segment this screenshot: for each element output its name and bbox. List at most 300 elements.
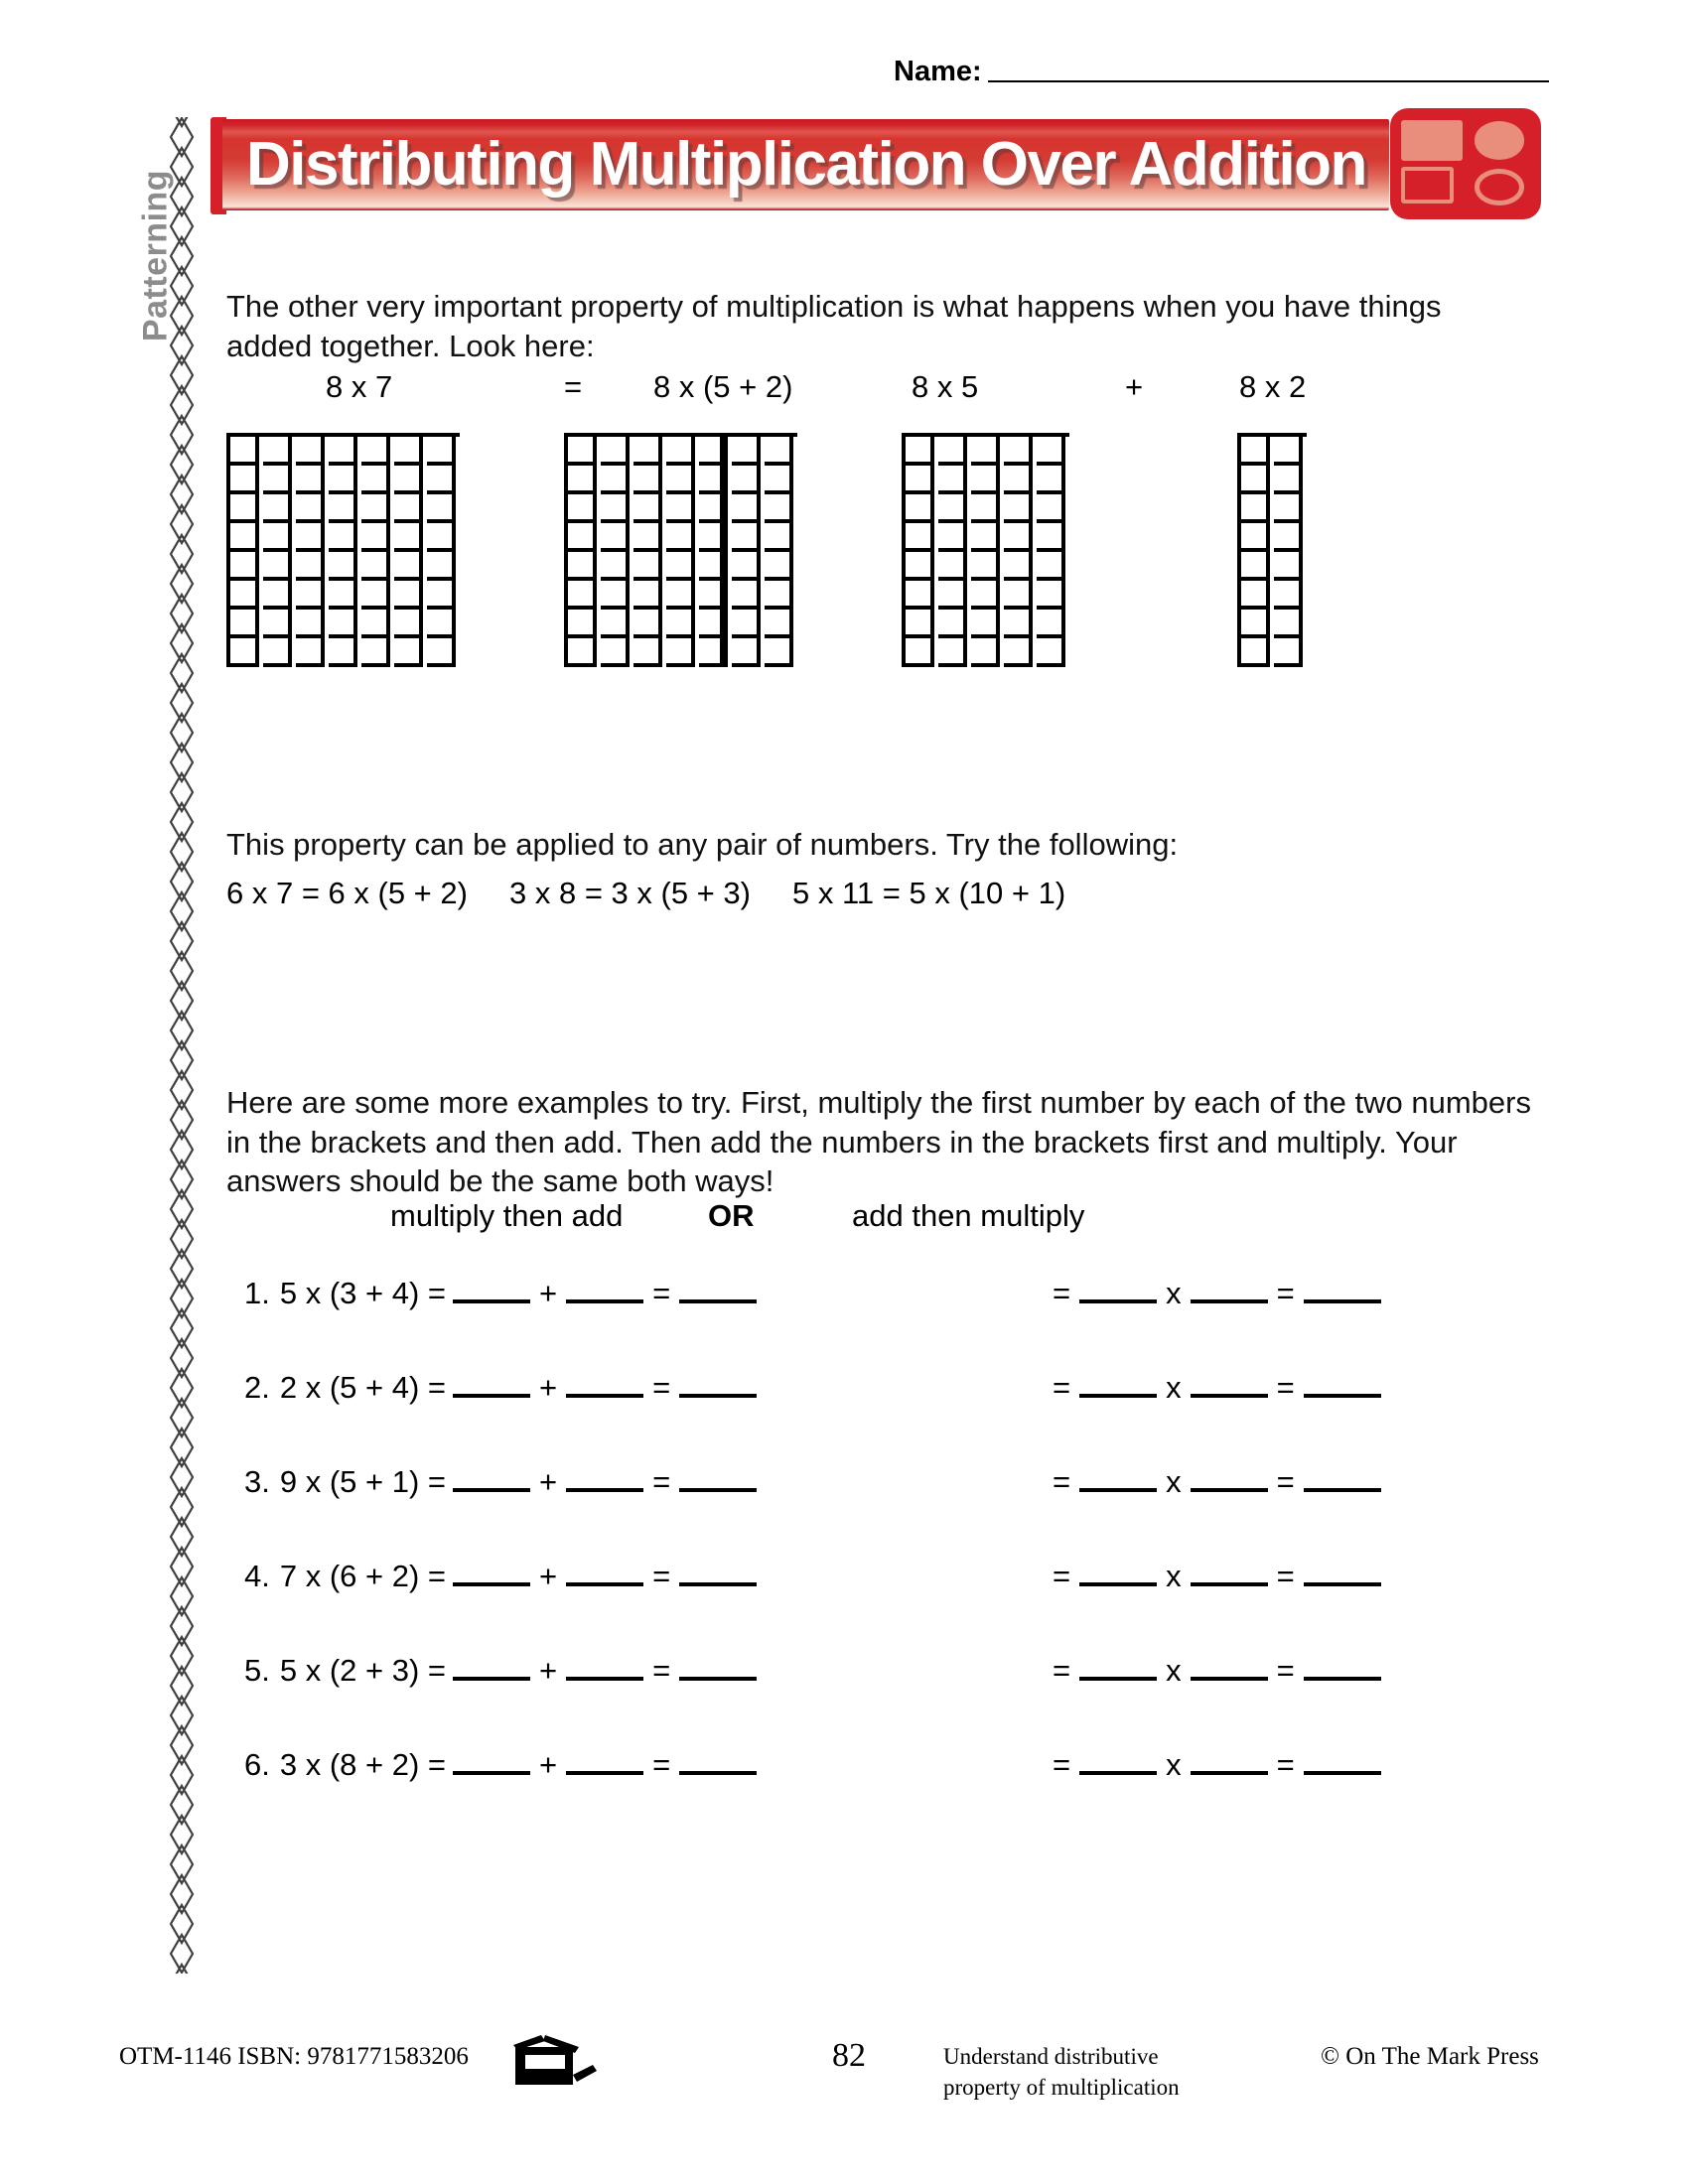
grid-cell bbox=[971, 552, 1000, 581]
problem-multiply-then-add bbox=[244, 1276, 764, 1311]
equals-operator: = bbox=[1053, 1747, 1071, 1782]
grid-cell bbox=[263, 610, 292, 638]
grid-cell bbox=[666, 610, 695, 638]
grid-cell bbox=[1004, 610, 1033, 638]
problem-expression: 3 x (8 + 2) = bbox=[279, 1747, 446, 1782]
grid-cell bbox=[906, 610, 934, 638]
grid-cell bbox=[1037, 523, 1065, 552]
problem-expression: 5 x (2 + 3) = bbox=[279, 1653, 446, 1688]
grid-cell bbox=[329, 466, 357, 494]
grid-cell bbox=[296, 437, 325, 466]
grid-cell bbox=[361, 437, 390, 466]
grid-cell bbox=[732, 581, 761, 610]
grid-cell bbox=[329, 437, 357, 466]
grid-cell bbox=[765, 466, 793, 494]
times-operator: x bbox=[1166, 1559, 1182, 1593]
problem-multiply-then-add bbox=[244, 1747, 764, 1783]
grid-cell bbox=[427, 610, 456, 638]
grid-cell bbox=[296, 552, 325, 581]
instructions-paragraph: Here are some more examples to try. First, multiply the first number by each of the two numbers in the brackets and then add. Then add the numbers in the brackets first and multiply. Your answers should be the same both ways! bbox=[226, 1085, 1531, 1199]
answer-blank[interactable] bbox=[679, 1655, 757, 1681]
problem-row bbox=[226, 1559, 1547, 1653]
problem-expression: 7 x (6 + 2) = bbox=[279, 1559, 446, 1593]
times-operator: x bbox=[1166, 1276, 1182, 1310]
answer-blank[interactable] bbox=[1304, 1372, 1381, 1398]
apply-paragraph: This property can be applied to any pair of numbers. Try the following: bbox=[226, 827, 1179, 862]
grid-cell bbox=[263, 494, 292, 523]
problem-row bbox=[226, 1747, 1547, 1842]
grid-cell bbox=[1241, 466, 1270, 494]
grid-cell bbox=[329, 638, 357, 667]
grid-cell bbox=[568, 610, 597, 638]
answer-blank[interactable] bbox=[1191, 1372, 1268, 1398]
problem-row bbox=[226, 1464, 1547, 1559]
grid-cell bbox=[971, 437, 1000, 466]
answer-blank[interactable] bbox=[1191, 1466, 1268, 1492]
answer-blank[interactable] bbox=[566, 1372, 643, 1398]
grid-cell bbox=[296, 581, 325, 610]
grid-cell bbox=[361, 466, 390, 494]
grid-cell bbox=[699, 523, 728, 552]
model-expression: + bbox=[1125, 369, 1144, 404]
grid-cell bbox=[1037, 494, 1065, 523]
plus-operator: + bbox=[539, 1653, 558, 1688]
problem-add-then-multiply bbox=[1051, 1747, 1388, 1783]
footer-copyright: © On The Mark Press bbox=[1321, 2043, 1539, 2070]
grid-cell bbox=[633, 638, 662, 667]
column-header: add then multiply bbox=[852, 1198, 1085, 1233]
answer-blank[interactable] bbox=[1191, 1278, 1268, 1303]
grid-cell bbox=[361, 552, 390, 581]
grid-cell bbox=[1004, 523, 1033, 552]
grid-cell bbox=[1241, 494, 1270, 523]
grid-cell bbox=[971, 523, 1000, 552]
grid-cell bbox=[971, 638, 1000, 667]
grid-cell bbox=[601, 610, 630, 638]
grid-cell bbox=[1241, 552, 1270, 581]
grid-cell bbox=[230, 552, 259, 581]
filled-square-icon bbox=[1401, 120, 1463, 161]
grid-cell bbox=[296, 466, 325, 494]
grid-cell bbox=[971, 581, 1000, 610]
grid-cell bbox=[263, 638, 292, 667]
grid-cell bbox=[361, 581, 390, 610]
answer-blank[interactable] bbox=[1304, 1466, 1381, 1492]
grid-cell bbox=[1004, 552, 1033, 581]
grid-cell bbox=[1004, 638, 1033, 667]
answer-blank[interactable] bbox=[1304, 1561, 1381, 1586]
plus-operator: + bbox=[539, 1464, 558, 1499]
plus-operator: + bbox=[539, 1276, 558, 1310]
grid-cell bbox=[765, 581, 793, 610]
grid-cell bbox=[230, 523, 259, 552]
answer-blank[interactable] bbox=[566, 1278, 643, 1303]
grid-cell bbox=[1274, 638, 1303, 667]
equals-operator: = bbox=[652, 1653, 671, 1688]
answer-blank[interactable] bbox=[1304, 1655, 1381, 1681]
grid-cell bbox=[732, 437, 761, 466]
grid-cell bbox=[329, 610, 357, 638]
grid-cell bbox=[666, 581, 695, 610]
equals-operator: = bbox=[652, 1464, 671, 1499]
answer-blank[interactable] bbox=[453, 1372, 530, 1398]
try-equation: 5 x 11 = 5 x (10 + 1) bbox=[792, 876, 1066, 910]
grid-cell bbox=[1037, 437, 1065, 466]
grid-cell bbox=[699, 638, 728, 667]
grid-cell bbox=[765, 552, 793, 581]
column-headers bbox=[226, 1198, 1547, 1238]
answer-blank[interactable] bbox=[566, 1749, 643, 1775]
grid-cell bbox=[938, 437, 967, 466]
answer-blank[interactable] bbox=[1079, 1655, 1157, 1681]
grid-cell bbox=[732, 610, 761, 638]
equals-operator: = bbox=[652, 1747, 671, 1782]
grid-cell bbox=[568, 523, 597, 552]
grid-cell bbox=[1241, 523, 1270, 552]
grid-cell bbox=[427, 581, 456, 610]
array-grid bbox=[226, 433, 460, 667]
grid-cell bbox=[1241, 610, 1270, 638]
name-label: Name: bbox=[894, 56, 982, 87]
grid-cell bbox=[938, 494, 967, 523]
grid-cell bbox=[633, 437, 662, 466]
problem-add-then-multiply bbox=[1051, 1559, 1388, 1594]
name-field-row bbox=[894, 58, 1549, 86]
grid-cell bbox=[230, 494, 259, 523]
equals-operator: = bbox=[1053, 1559, 1071, 1593]
answer-blank[interactable] bbox=[1191, 1561, 1268, 1586]
grid-cell bbox=[938, 581, 967, 610]
grid-cell bbox=[699, 610, 728, 638]
grid-cell bbox=[427, 466, 456, 494]
grid-cell bbox=[906, 552, 934, 581]
grid-cell bbox=[1274, 552, 1303, 581]
grid-cell bbox=[765, 523, 793, 552]
equals-operator: = bbox=[652, 1370, 671, 1405]
grid-cell bbox=[263, 552, 292, 581]
array-grid bbox=[1237, 433, 1307, 667]
grid-cell bbox=[394, 638, 423, 667]
grid-cell bbox=[394, 552, 423, 581]
answer-blank[interactable] bbox=[453, 1655, 530, 1681]
grid-cell bbox=[394, 466, 423, 494]
grid-cell bbox=[329, 523, 357, 552]
answer-blank[interactable] bbox=[453, 1466, 530, 1492]
grid-cell bbox=[906, 466, 934, 494]
plus-operator: + bbox=[539, 1747, 558, 1782]
title-banner bbox=[211, 117, 1541, 214]
grid-cell bbox=[1274, 466, 1303, 494]
model-expression: 8 x 2 bbox=[1239, 369, 1307, 404]
grid-cell bbox=[1004, 437, 1033, 466]
grid-cell bbox=[427, 638, 456, 667]
grid-cell bbox=[938, 466, 967, 494]
page-title: Distributing Multiplication Over Addition bbox=[246, 130, 1366, 200]
problem-number: 2. bbox=[244, 1370, 270, 1405]
problem-multiply-then-add bbox=[244, 1370, 764, 1406]
equals-operator: = bbox=[1276, 1747, 1295, 1782]
answer-blank[interactable] bbox=[679, 1278, 757, 1303]
column-header: multiply then add bbox=[390, 1198, 624, 1233]
grid-cell bbox=[699, 466, 728, 494]
grid-cell bbox=[906, 494, 934, 523]
grid-cell bbox=[633, 610, 662, 638]
column-header: OR bbox=[708, 1198, 755, 1233]
grid-cell bbox=[329, 494, 357, 523]
grid-cell bbox=[732, 638, 761, 667]
grid-cell bbox=[427, 437, 456, 466]
grid-cell bbox=[230, 581, 259, 610]
grid-cell bbox=[394, 494, 423, 523]
grid-cell bbox=[601, 638, 630, 667]
problem-number: 5. bbox=[244, 1653, 270, 1688]
intro-paragraph: The other very important property of multiplication is what happens when you have things added together. Look here: bbox=[226, 289, 1442, 363]
model-expression-row bbox=[226, 369, 1547, 411]
problem-add-then-multiply bbox=[1051, 1370, 1388, 1406]
grid-cell bbox=[263, 523, 292, 552]
problem-number: 6. bbox=[244, 1747, 270, 1782]
outline-square-icon bbox=[1401, 167, 1454, 204]
answer-blank[interactable] bbox=[1304, 1749, 1381, 1775]
page-footer bbox=[0, 2021, 1688, 2130]
answer-blank[interactable] bbox=[1079, 1278, 1157, 1303]
answer-blank[interactable] bbox=[566, 1561, 643, 1586]
grid-cell bbox=[394, 581, 423, 610]
footer-page-number: 82 bbox=[832, 2037, 866, 2074]
grid-cell bbox=[361, 523, 390, 552]
grid-cell bbox=[1241, 581, 1270, 610]
grid-cell bbox=[1004, 581, 1033, 610]
grid-cell bbox=[765, 638, 793, 667]
grid-cell bbox=[601, 581, 630, 610]
problem-add-then-multiply bbox=[1051, 1276, 1388, 1311]
grid-cell bbox=[329, 581, 357, 610]
grid-cell bbox=[263, 581, 292, 610]
category-label: Patterning bbox=[136, 169, 175, 342]
equals-operator: = bbox=[1053, 1276, 1071, 1310]
grid-cell bbox=[296, 638, 325, 667]
equals-operator: = bbox=[1276, 1370, 1295, 1405]
grid-cell bbox=[666, 437, 695, 466]
equals-operator: = bbox=[1053, 1464, 1071, 1499]
grid-cell bbox=[568, 638, 597, 667]
footer-objective: Understand distributive property of multiplication bbox=[943, 2044, 1180, 2101]
grid-cell bbox=[361, 494, 390, 523]
grid-cell bbox=[394, 437, 423, 466]
grid-cell bbox=[1037, 466, 1065, 494]
model-expression: 8 x 5 bbox=[912, 369, 979, 404]
grid-cell bbox=[666, 638, 695, 667]
grid-cell bbox=[1274, 494, 1303, 523]
problem-number: 1. bbox=[244, 1276, 270, 1310]
grid-cell bbox=[971, 466, 1000, 494]
grid-cell bbox=[938, 523, 967, 552]
grid-cell bbox=[1037, 581, 1065, 610]
grid-cell bbox=[230, 610, 259, 638]
grid-cell bbox=[263, 437, 292, 466]
grid-cell bbox=[633, 552, 662, 581]
grid-cell bbox=[1004, 466, 1033, 494]
answer-blank[interactable] bbox=[453, 1561, 530, 1586]
answer-blank[interactable] bbox=[1079, 1466, 1157, 1492]
grid-cell bbox=[732, 523, 761, 552]
grid-cell bbox=[971, 610, 1000, 638]
grid-cell bbox=[699, 581, 728, 610]
grid-cell bbox=[1274, 581, 1303, 610]
equals-operator: = bbox=[1053, 1370, 1071, 1405]
grid-cell bbox=[699, 437, 728, 466]
grid-cell bbox=[568, 581, 597, 610]
answer-blank[interactable] bbox=[453, 1278, 530, 1303]
grid-cell bbox=[329, 552, 357, 581]
answer-blank[interactable] bbox=[453, 1749, 530, 1775]
grid-cell bbox=[601, 523, 630, 552]
answer-blank[interactable] bbox=[1304, 1278, 1381, 1303]
grid-cell bbox=[1274, 610, 1303, 638]
grid-cell bbox=[568, 552, 597, 581]
grid-cell bbox=[361, 638, 390, 667]
grid-cell bbox=[938, 638, 967, 667]
answer-blank[interactable] bbox=[566, 1466, 643, 1492]
times-operator: x bbox=[1166, 1747, 1182, 1782]
grid-cell bbox=[296, 610, 325, 638]
grid-cell bbox=[1241, 638, 1270, 667]
grid-cell bbox=[906, 523, 934, 552]
grid-cell bbox=[938, 610, 967, 638]
grid-cell bbox=[296, 494, 325, 523]
equals-operator: = bbox=[1276, 1653, 1295, 1688]
grid-cell bbox=[427, 523, 456, 552]
equals-operator: = bbox=[1053, 1653, 1071, 1688]
array-grid bbox=[902, 433, 1069, 667]
grid-cell bbox=[1037, 638, 1065, 667]
grid-cell bbox=[427, 552, 456, 581]
grid-cell bbox=[732, 552, 761, 581]
answer-blank[interactable] bbox=[1079, 1749, 1157, 1775]
problem-row bbox=[226, 1370, 1547, 1464]
model-expression: 8 x (5 + 2) bbox=[653, 369, 793, 404]
grid-cell bbox=[1037, 610, 1065, 638]
grid-cell bbox=[765, 494, 793, 523]
problem-multiply-then-add bbox=[244, 1559, 764, 1594]
answer-blank[interactable] bbox=[566, 1655, 643, 1681]
diamond-chain-decoration bbox=[167, 117, 197, 1974]
answer-blank[interactable] bbox=[1079, 1561, 1157, 1586]
grid-cell bbox=[732, 494, 761, 523]
problem-expression: 5 x (3 + 4) = bbox=[279, 1276, 446, 1310]
try-equation: 6 x 7 = 6 x (5 + 2) bbox=[226, 876, 468, 910]
grid-cell bbox=[666, 523, 695, 552]
outline-circle-icon bbox=[1475, 169, 1525, 206]
grid-cell bbox=[394, 610, 423, 638]
grid-cell bbox=[427, 494, 456, 523]
grid-cell bbox=[230, 466, 259, 494]
problem-add-then-multiply bbox=[1051, 1464, 1388, 1500]
times-operator: x bbox=[1166, 1370, 1182, 1405]
grid-cell bbox=[361, 610, 390, 638]
grid-cell bbox=[633, 523, 662, 552]
grid-cell bbox=[230, 638, 259, 667]
grid-cell bbox=[568, 466, 597, 494]
problem-row bbox=[226, 1653, 1547, 1747]
grid-cell bbox=[666, 494, 695, 523]
plus-operator: + bbox=[539, 1370, 558, 1405]
name-input-line[interactable] bbox=[988, 80, 1549, 82]
answer-blank[interactable] bbox=[679, 1749, 757, 1775]
answer-blank[interactable] bbox=[679, 1466, 757, 1492]
grid-cell bbox=[1274, 523, 1303, 552]
grid-cell bbox=[938, 552, 967, 581]
grid-cell bbox=[732, 466, 761, 494]
grid-cell bbox=[296, 523, 325, 552]
grid-cell bbox=[666, 552, 695, 581]
times-operator: x bbox=[1166, 1653, 1182, 1688]
grid-cell bbox=[699, 552, 728, 581]
answer-blank[interactable] bbox=[679, 1372, 757, 1398]
problem-number: 3. bbox=[244, 1464, 270, 1499]
problem-expression: 2 x (5 + 4) = bbox=[279, 1370, 446, 1405]
grid-cell bbox=[263, 466, 292, 494]
grid-cell bbox=[906, 437, 934, 466]
answer-blank[interactable] bbox=[1191, 1749, 1268, 1775]
problem-expression: 9 x (5 + 1) = bbox=[279, 1464, 446, 1499]
footer-isbn-code: OTM-1146 ISBN: 9781771583206 bbox=[119, 2043, 469, 2070]
array-grid bbox=[564, 433, 797, 667]
grid-cell bbox=[568, 437, 597, 466]
grid-cell bbox=[1004, 494, 1033, 523]
grid-cell bbox=[971, 494, 1000, 523]
grid-cell bbox=[765, 437, 793, 466]
grid-cell bbox=[699, 494, 728, 523]
model-expression: = bbox=[564, 369, 583, 404]
problem-row bbox=[226, 1276, 1547, 1370]
grid-cell bbox=[601, 494, 630, 523]
grid-cell bbox=[1274, 437, 1303, 466]
open-book-icon bbox=[501, 2031, 601, 2101]
problem-list bbox=[226, 1276, 1547, 1842]
grid-cell bbox=[1241, 437, 1270, 466]
equals-operator: = bbox=[652, 1276, 671, 1310]
filled-circle-icon bbox=[1475, 121, 1525, 160]
grid-cell bbox=[633, 581, 662, 610]
problem-add-then-multiply bbox=[1051, 1653, 1388, 1689]
answer-blank[interactable] bbox=[1191, 1655, 1268, 1681]
problem-multiply-then-add bbox=[244, 1653, 764, 1689]
try-equation: 3 x 8 = 3 x (5 + 3) bbox=[509, 876, 751, 910]
grid-cell bbox=[906, 638, 934, 667]
times-operator: x bbox=[1166, 1464, 1182, 1499]
problem-multiply-then-add bbox=[244, 1464, 764, 1500]
grid-cell bbox=[633, 494, 662, 523]
model-expression: 8 x 7 bbox=[326, 369, 393, 404]
left-side-strip bbox=[131, 117, 203, 1974]
grid-cell bbox=[230, 437, 259, 466]
equals-operator: = bbox=[652, 1559, 671, 1593]
grid-cell bbox=[906, 581, 934, 610]
answer-blank[interactable] bbox=[1079, 1372, 1157, 1398]
grid-cell bbox=[765, 610, 793, 638]
equals-operator: = bbox=[1276, 1559, 1295, 1593]
banner-logo bbox=[1390, 108, 1541, 219]
answer-blank[interactable] bbox=[679, 1561, 757, 1586]
equals-operator: = bbox=[1276, 1276, 1295, 1310]
grid-cell bbox=[666, 466, 695, 494]
equals-operator: = bbox=[1276, 1464, 1295, 1499]
grid-cell bbox=[601, 437, 630, 466]
grid-cell bbox=[1037, 552, 1065, 581]
plus-operator: + bbox=[539, 1559, 558, 1593]
grid-cell bbox=[633, 466, 662, 494]
